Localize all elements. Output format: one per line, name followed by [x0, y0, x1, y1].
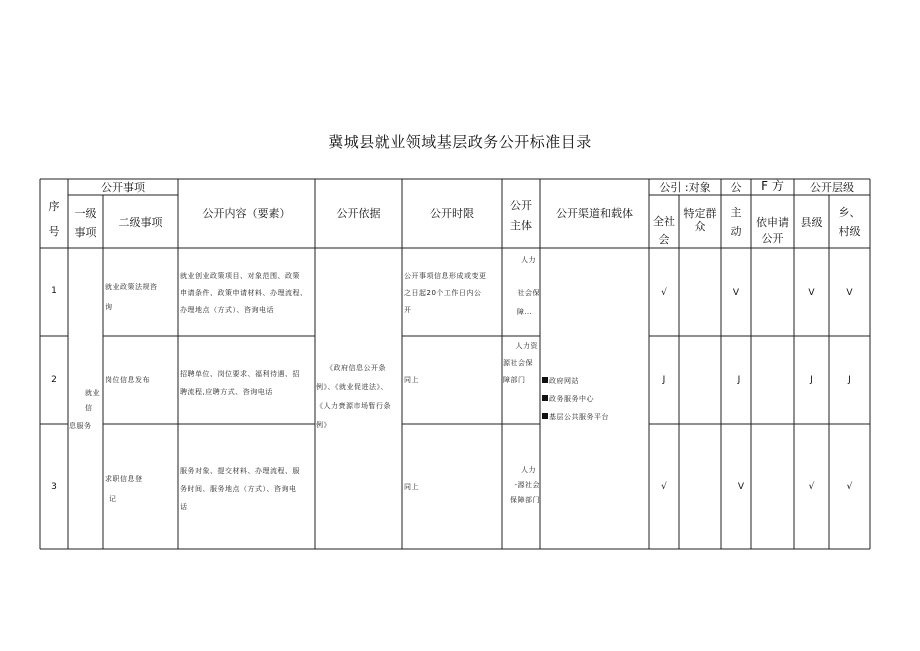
- header-township: [829, 205, 870, 239]
- channel-label: 政府网站: [549, 377, 579, 385]
- row-3-level2-line2: 记: [109, 495, 117, 503]
- row-3-level2: [105, 469, 177, 509]
- header-seq: [40, 199, 68, 239]
- row-1-time-line2: 之日起20个工作日内公: [404, 289, 482, 297]
- row-3-county: √: [808, 482, 815, 492]
- header-specific-group: [679, 206, 721, 234]
- row-1-subject: [503, 251, 540, 322]
- document-title: 冀城县就业领域基层政务公开标准目录: [328, 133, 592, 151]
- row-1-content-line1: 就业创业政策项目、对象范围、政策: [180, 272, 300, 280]
- row-3-active: V: [737, 482, 745, 492]
- channel-list: [542, 372, 647, 426]
- header-specific-group-line2: 众: [694, 220, 706, 233]
- header-mode-a: 公: [730, 181, 742, 194]
- header-active-line2: 动: [730, 225, 742, 238]
- square-bullet-icon: [542, 395, 548, 401]
- row-2-subject-line2: 源社会保: [503, 359, 533, 367]
- header-level-group: 公开层级: [810, 181, 854, 194]
- row-3-subject-line2: -源社会: [514, 481, 540, 489]
- row-3-level2-line1: 求职信息登: [105, 475, 143, 483]
- header-on-request-line1: 依申请: [756, 216, 789, 229]
- basis-line2: 例》、《就业促进法》、: [316, 383, 388, 391]
- row-1-level2-line1: 就业政策法规咨: [105, 283, 158, 291]
- channel-item: [542, 408, 647, 426]
- row-2-content: [180, 365, 315, 401]
- row-3-township: √: [846, 482, 853, 492]
- row-2-township: J: [848, 375, 851, 385]
- row-2-active: J: [737, 375, 741, 385]
- row-1-subject-line1: 人力: [521, 256, 536, 264]
- header-active-line1: 主: [730, 206, 742, 219]
- row-3-subject: [503, 463, 540, 508]
- row-3-subject-line1: 人力: [521, 466, 536, 474]
- row-3-content-line3: 话: [180, 503, 188, 511]
- row-2-time: [404, 373, 502, 388]
- level1-item-line1: 就业信: [85, 389, 100, 412]
- row-1-county: V: [808, 288, 815, 298]
- square-bullet-icon: [542, 413, 548, 419]
- row-1-time: [404, 268, 502, 319]
- header-mode-b: F 方: [761, 179, 784, 193]
- header-public-item: 公开事项: [101, 181, 145, 194]
- header-time: 公开时限: [430, 207, 474, 220]
- row-2-content-line1: 招聘单位、岗位要求、福利待遇、招: [180, 370, 300, 378]
- level1-item-line2: 息服务: [69, 422, 92, 430]
- header-county: 县级: [800, 216, 823, 229]
- row-2-level2-line1: 岗位信息发布: [105, 376, 150, 384]
- row-1-township: V: [846, 288, 853, 298]
- row-2-all-society: J: [662, 375, 666, 385]
- header-all-society: [649, 214, 679, 247]
- header-channel: 公开渠道和载体: [556, 207, 633, 220]
- square-bullet-icon: [542, 377, 548, 383]
- row-3-content-line2: 务时间、服务地点（方式）、咨询电: [180, 485, 297, 493]
- row-2-county: J: [810, 375, 813, 385]
- row-1-level2: [105, 277, 177, 317]
- row-2-subject-line1: 人力资: [515, 342, 538, 350]
- row-1-time-line3: 开: [404, 306, 412, 314]
- row-1-subject-line3: 障…: [517, 308, 532, 316]
- row-3-time-line1: 同上: [404, 483, 419, 491]
- row-1-seq: 1: [51, 286, 57, 296]
- row-1-content-line2: 申请条件、政策申请材料、办理流程、: [180, 289, 308, 297]
- channel-item: [542, 372, 647, 390]
- row-3-subject-line3: 保障部门: [510, 496, 540, 504]
- row-2-level2: [105, 373, 177, 388]
- row-2-seq: 2: [51, 375, 57, 385]
- header-level1-line2: 事项: [74, 226, 97, 239]
- row-1-time-line1: 公开事项信息形成或变更: [404, 272, 487, 280]
- row-3-time: [404, 480, 502, 495]
- header-subject-line2: 主体: [510, 219, 532, 232]
- header-level2: 二级事项: [118, 216, 163, 229]
- header-seq-line1: 序: [48, 200, 60, 213]
- header-on-request-line2: 公开: [761, 232, 784, 245]
- row-3-content-line1: 服务对象、提交材料、办理流程、服: [180, 467, 300, 475]
- header-content: 公开内容（要素）: [202, 207, 291, 220]
- header-seq-line2: 号: [48, 225, 60, 238]
- channel-item: [542, 390, 647, 408]
- row-2-time-line1: 同上: [404, 376, 419, 384]
- row-1-active: V: [732, 288, 740, 298]
- row-1-content-line3: 办理地点（方式）、咨询电话: [180, 306, 274, 314]
- row-2-subject: [503, 338, 540, 389]
- row-1-level2-line2: 询: [105, 303, 113, 311]
- row-2-subject-line3: 障部门: [503, 376, 526, 384]
- channel-label: 基层公共服务平台: [549, 413, 609, 421]
- basis-text: [316, 359, 402, 435]
- row-1-all-society: √: [661, 288, 667, 298]
- header-subject: [502, 198, 540, 233]
- header-level1: [68, 206, 103, 240]
- row-3-seq: 3: [51, 482, 57, 492]
- level1-item: [69, 386, 102, 434]
- header-active: [721, 205, 751, 239]
- header-object-group: 公引 :对象: [659, 181, 711, 194]
- row-2-content-line2: 聘流程,应聘方式、咨询电话: [180, 388, 273, 396]
- row-1-content: [180, 268, 315, 319]
- header-township-line2: 村级: [838, 225, 861, 238]
- basis-line1: 《政府信息公开条: [326, 364, 386, 372]
- header-subject-line1: 公开: [510, 199, 532, 212]
- header-specific-group-line1: 特定群: [683, 207, 717, 220]
- header-on-request: [751, 215, 794, 246]
- basis-line3: 《人力赍源市场暂行条: [316, 402, 391, 410]
- row-3-content: [180, 462, 315, 516]
- row-1-subject-line2: 社会保: [517, 289, 540, 297]
- basis-line4: 例》: [316, 421, 331, 429]
- channel-label: 政务服务中心: [549, 395, 594, 403]
- row-3-all-society: √: [661, 482, 667, 492]
- header-basis: 公开依据: [336, 207, 381, 220]
- header-all-society-line2: 会: [658, 233, 670, 246]
- header-level1-line1: 一级: [74, 207, 97, 220]
- header-township-line1: 乡、: [838, 206, 861, 219]
- header-all-society-line1: 全社: [653, 215, 675, 228]
